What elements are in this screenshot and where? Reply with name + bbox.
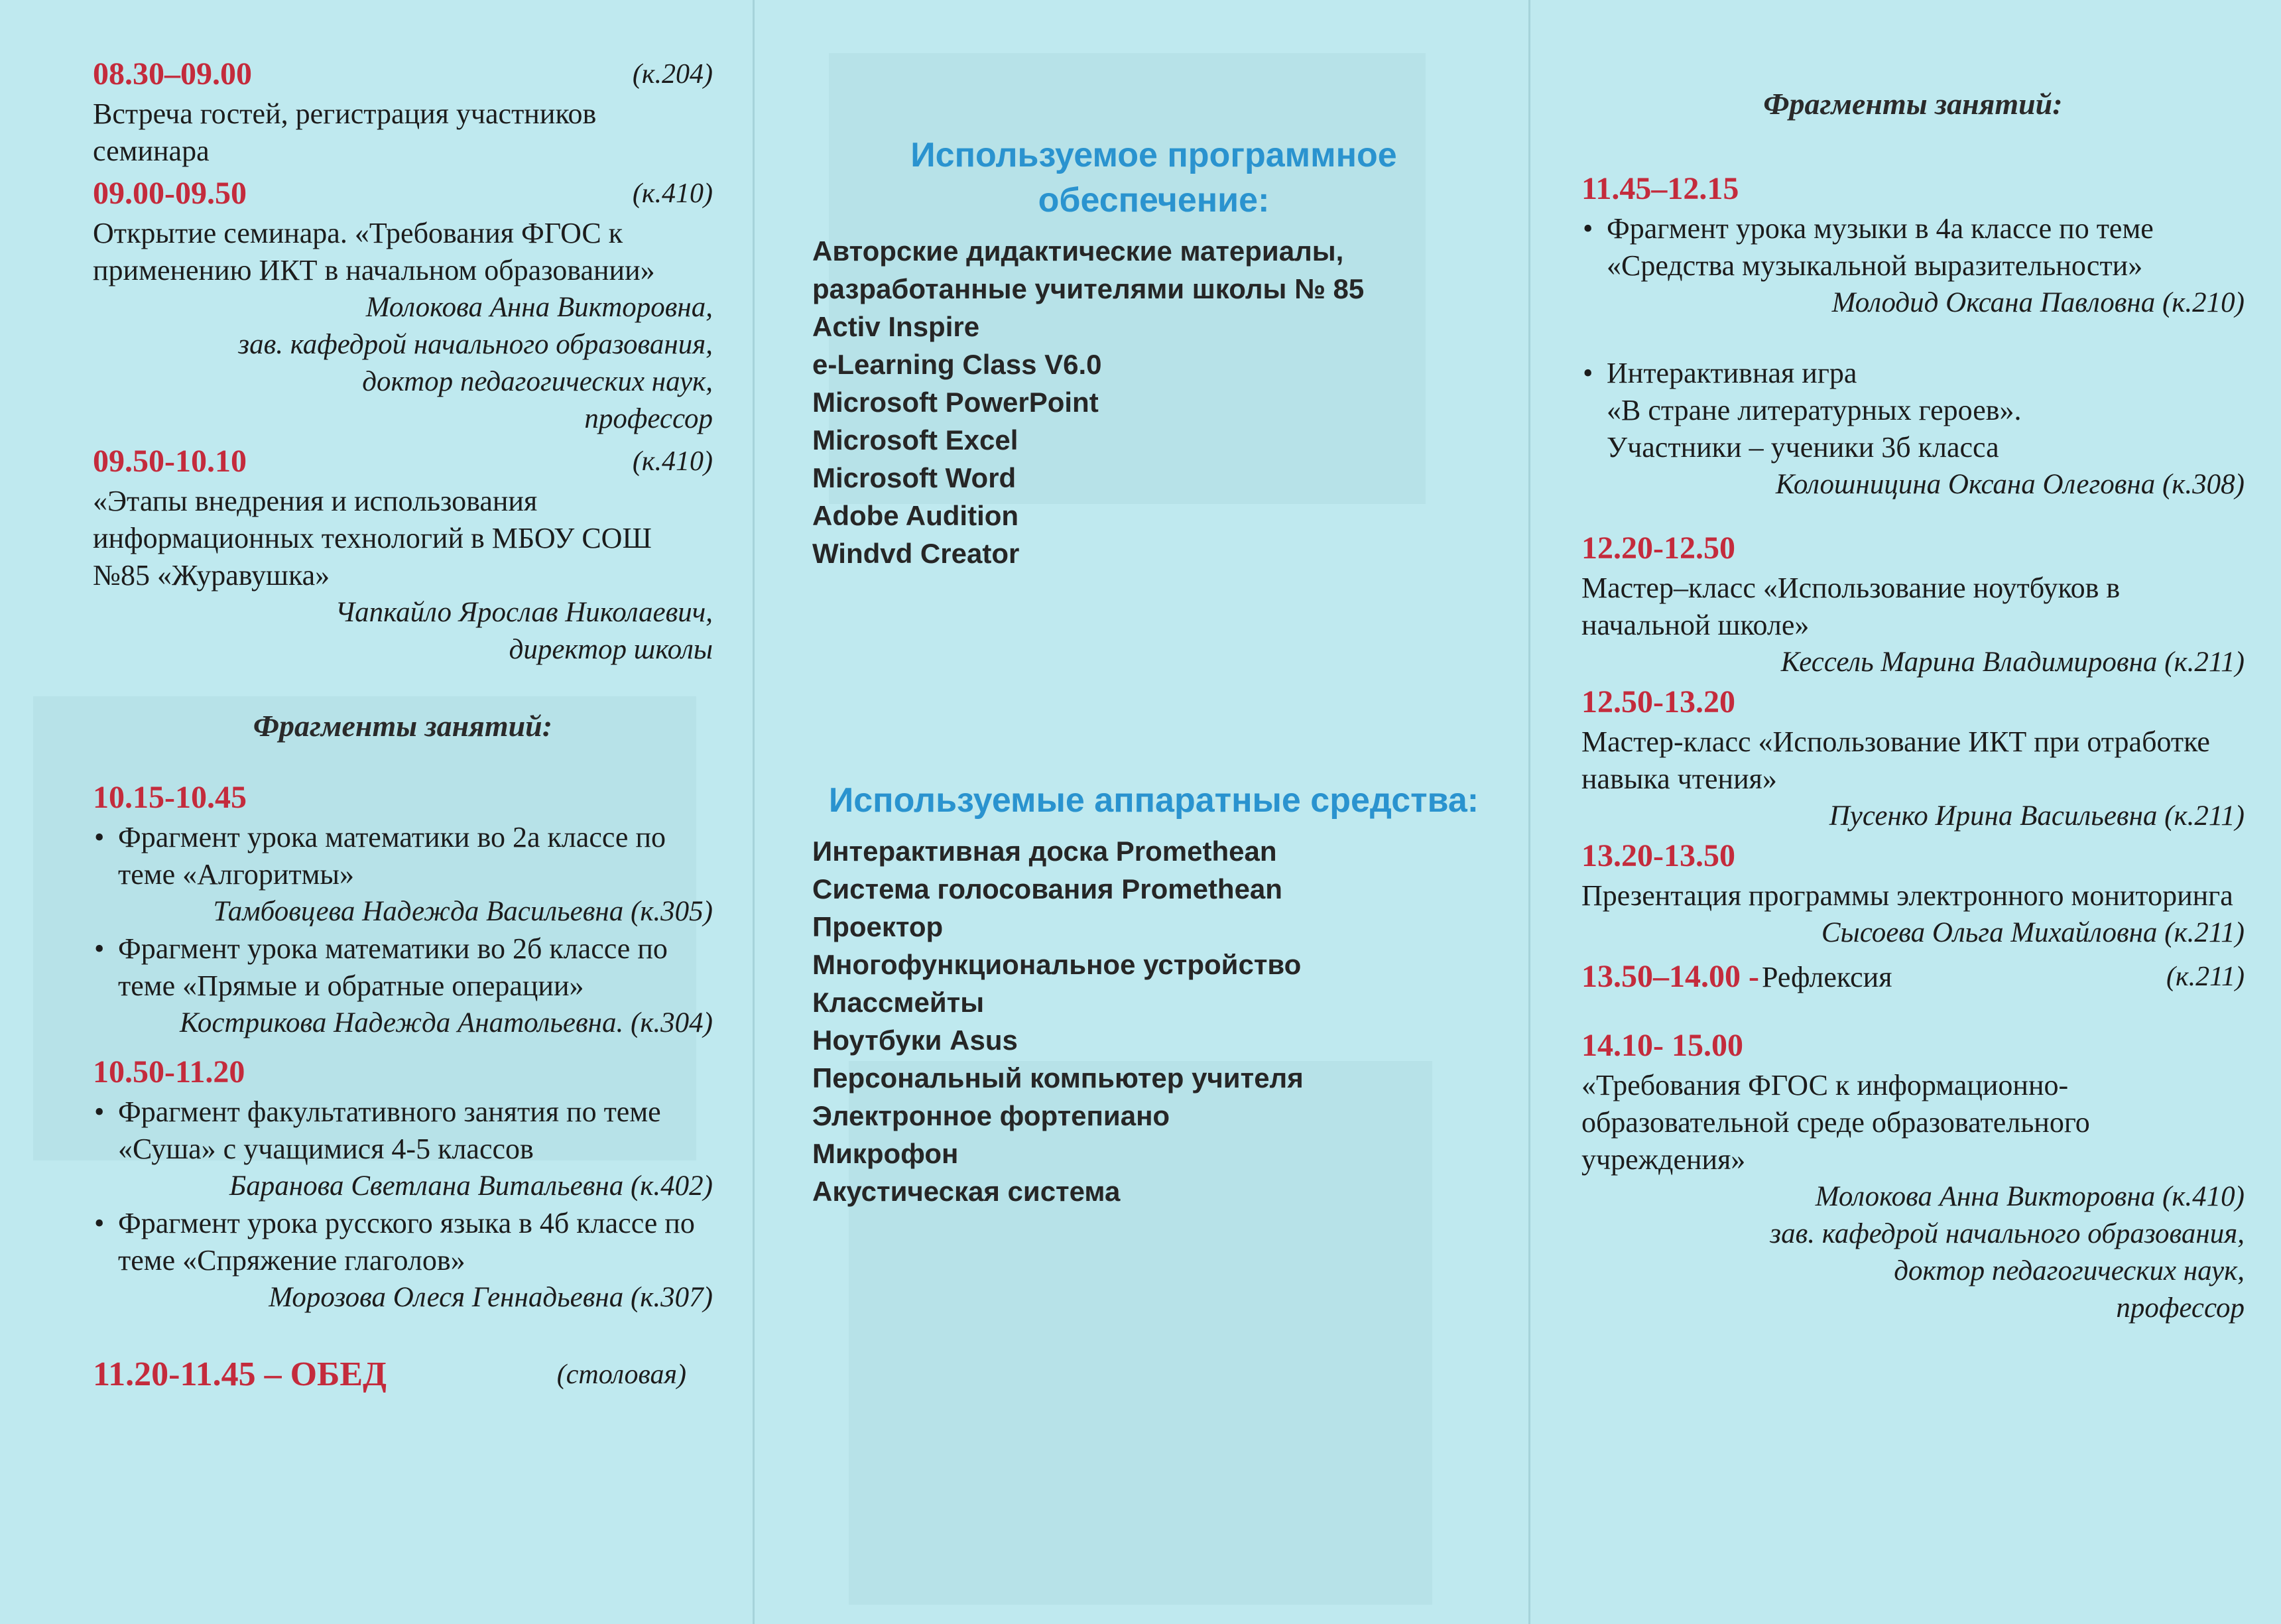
fragments-title: Фрагменты занятий: — [253, 709, 553, 743]
block-time: 10.50-11.20 — [93, 1054, 245, 1090]
block-time: 10.15-10.45 — [93, 780, 247, 815]
session-text: «Этапы внедрения и использования информационных технологий в МБОУ СОШ №85 «Журавушка» — [93, 485, 652, 592]
hardware-item: Ноутбуки Asus — [812, 1025, 1018, 1056]
lunch-break — [93, 1353, 713, 1396]
block-1250 — [1581, 681, 2245, 835]
fragment-list — [1581, 210, 2245, 503]
fragment-teacher: Морозова Олеся Геннадьевна (к.307) — [269, 1282, 713, 1313]
speaker-role: директор школы — [509, 634, 713, 665]
software-title: Используемое программное обеспечение: — [910, 136, 1397, 219]
software-item: Adobe Audition — [812, 500, 1019, 531]
session-text: Открытие семинара. «Требования ФГОС к применению ИКТ в начальном образовании» — [93, 217, 655, 286]
software-item: e-Learning Class V6.0 — [812, 349, 1102, 380]
block-teacher: Кессель Марина Владимировна (к.211) — [1780, 647, 2245, 678]
session-0900 — [93, 172, 713, 438]
fragment-text: • Фрагмент урока математики во 2б классе по теме «Прямые и обратные операции» — [118, 932, 668, 1002]
left-panel — [0, 0, 753, 1624]
session-time: 08.30–09.00 — [93, 56, 252, 92]
fragment-teacher: Молодид Оксана Павловна (к.210) — [1831, 287, 2245, 318]
fragment-text: • Фрагмент урока математики во 2а классе по теме «Алгоритмы» — [118, 821, 666, 891]
block-1145 — [1581, 168, 2245, 503]
hardware-item: Система голосования Promethean — [812, 873, 1282, 905]
block-teacher: Молокова Анна Викторовна (к.410) — [1815, 1181, 2245, 1212]
teacher-role: доктор педагогических наук, — [1894, 1255, 2245, 1286]
hardware-item: Интерактивная доска Promethean — [812, 836, 1277, 867]
hardware-item: Микрофон — [812, 1138, 959, 1169]
session-time: 09.50-10.10 — [93, 444, 247, 479]
fragment-teacher: Колошницина Оксана Олеговна (к.308) — [1775, 469, 2245, 500]
block-time: 12.50-13.20 — [1581, 684, 1735, 719]
session-time: 09.00-09.50 — [93, 176, 247, 211]
block-room: (к.211) — [2166, 962, 2245, 992]
software-item: Microsoft PowerPoint — [812, 387, 1099, 418]
block-1050 — [93, 1051, 713, 1316]
fragments-title: Фрагменты занятий: — [1763, 87, 2063, 121]
hardware-item: Электронное фортепиано — [812, 1100, 1170, 1131]
block-text: Мастер–класс «Использование ноутбуков в начальной школе» — [1581, 572, 2121, 641]
software-item: Авторские дидактические материалы, разработанные учителями школы № 85 — [812, 235, 1365, 304]
block-time: 11.45–12.15 — [1581, 171, 1739, 206]
block-label: Рефлексия — [1761, 961, 1892, 993]
session-text: Встреча гостей, регистрация участников семинара — [93, 97, 597, 167]
block-1410 — [1581, 1025, 2245, 1327]
block-teacher: Сысоева Ольга Михайловна (к.211) — [1821, 917, 2245, 948]
fragment-item — [1607, 210, 2245, 322]
hardware-list — [812, 832, 1495, 1210]
block-time: 13.20-13.50 — [1581, 838, 1735, 873]
hardware-item: Многофункциональное устройство — [812, 949, 1302, 980]
software-item: Microsoft Excel — [812, 424, 1018, 456]
software-item: Microsoft Word — [812, 462, 1017, 493]
lunch-place: (столовая) — [556, 1359, 686, 1390]
block-teacher: Пусенко Ирина Васильевна (к.211) — [1829, 800, 2245, 832]
speaker-name: Чапкайло Ярослав Николаевич, — [335, 597, 713, 628]
session-0830 — [93, 53, 713, 170]
fragment-item — [1607, 355, 2245, 503]
fragment-text: • Фрагмент урока русского языка в 4б классе по теме «Спряжение глаголов» — [118, 1207, 695, 1277]
fragment-teacher: Баранова Светлана Витальевна (к.402) — [229, 1170, 713, 1202]
teacher-role: зав. кафедрой начального образования, — [1770, 1218, 2245, 1249]
fragment-teacher: Тамбовцева Надежда Васильевна (к.305) — [213, 896, 713, 927]
software-item: Activ Inspire — [812, 311, 980, 342]
block-text: Презентация программы электронного мониторинга — [1581, 879, 2233, 912]
middle-panel — [753, 0, 1528, 1624]
fragment-text: «В стране литературных героев». — [1607, 394, 2022, 426]
speaker-role: зав. кафедрой начального образования, — [238, 329, 713, 360]
speaker-name: Молокова Анна Викторовна, — [365, 292, 713, 323]
fragment-teacher: Кострикова Надежда Анатольевна. (к.304) — [180, 1007, 713, 1038]
session-room: (к.410) — [632, 446, 713, 477]
hardware-item: Акустическая система — [812, 1176, 1121, 1207]
software-item: Windvd Creator — [812, 538, 1020, 569]
fragment-text: Участники – ученики 3б класса — [1607, 431, 1999, 464]
hardware-item: Классмейты — [812, 987, 985, 1018]
block-time: 13.50–14.00 - — [1581, 959, 1759, 994]
block-1350 — [1581, 956, 2245, 998]
block-1320 — [1581, 835, 2245, 952]
fragment-item — [118, 1093, 713, 1205]
fragment-text: • Интерактивная игра — [1607, 357, 1857, 389]
hardware-item: Проектор — [812, 911, 944, 942]
block-time: 12.20-12.50 — [1581, 531, 1735, 566]
software-list — [812, 232, 1495, 572]
teacher-role: профессор — [2116, 1292, 2245, 1324]
hardware-title: Используемые аппаратные средства: — [828, 781, 1479, 820]
block-1220 — [1581, 527, 2245, 681]
lunch-time: 11.20-11.45 – ОБЕД — [93, 1355, 387, 1393]
session-0950 — [93, 440, 713, 668]
fragment-text: • Фрагмент урока музыки в 4а классе по теме «Средства музыкальной выразительности» — [1607, 212, 2154, 282]
fragment-text: • Фрагмент факультативного занятия по теме «Суша» с учащимися 4-5 классов — [118, 1095, 661, 1165]
fragment-list — [93, 819, 713, 1042]
block-1015 — [93, 777, 713, 1042]
fragment-list — [93, 1093, 713, 1316]
fragment-item — [118, 930, 713, 1042]
session-room: (к.410) — [632, 178, 713, 209]
session-room: (к.204) — [632, 59, 713, 90]
fragment-item — [118, 819, 713, 930]
block-text: «Требования ФГОС к информационно-образовательной среде образовательного учреждения» — [1581, 1069, 2090, 1176]
right-panel — [1528, 0, 2281, 1624]
fragment-item — [118, 1205, 713, 1316]
speaker-role: профессор — [584, 403, 713, 434]
block-time: 14.10- 15.00 — [1581, 1028, 1743, 1063]
block-text: Мастер-класс «Использование ИКТ при отработке навыка чтения» — [1581, 725, 2210, 795]
hardware-item: Персональный компьютер учителя — [812, 1062, 1304, 1093]
speaker-role: доктор педагогических наук, — [362, 366, 713, 397]
